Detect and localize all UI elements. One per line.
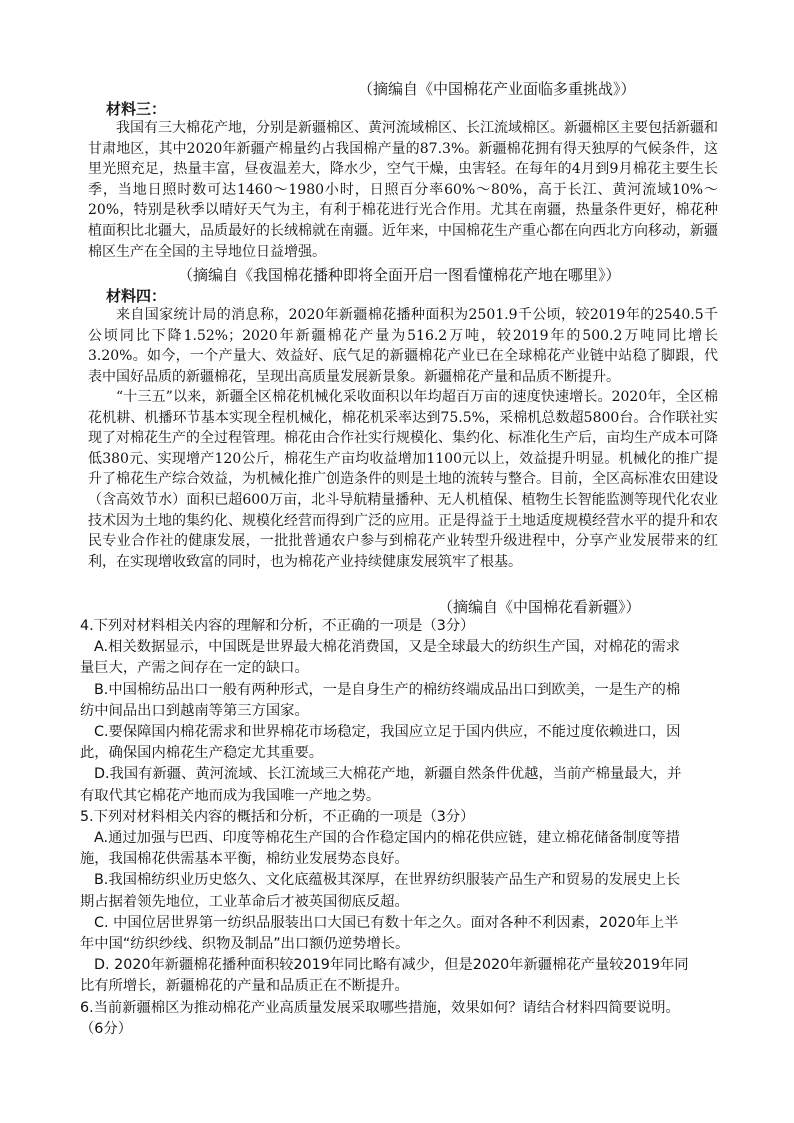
- material4-source: （摘编自《中国棉花看新疆》）: [438, 598, 641, 616]
- question-6-points: （6分）: [80, 1020, 132, 1037]
- option-line: 有取代其它棉花产地而成为我国唯一产地之势。: [80, 787, 381, 804]
- option-line: 量巨大，产需之间存在一定的缺口。: [80, 660, 309, 677]
- question-4-option-b: [80, 680, 724, 722]
- option-line: A.通过加强与巴西、印度等棉花生产国的合作稳定国内的棉花供应链，建立棉花储备制度等措: [94, 830, 680, 847]
- question-5-option-b: [80, 870, 724, 912]
- option-line: 期占据着领先地位，工业革命后才被英国彻底反超。: [80, 893, 409, 910]
- question-6-stem: 6.当前新疆棉区为推动棉花产业高质量发展采取哪些措施，效果如何？请结合材料四简要说明。: [80, 999, 680, 1016]
- material4-paragraph-1: 来自国家统计局的消息称，2020年新疆棉花播种面积为2501.9千公顷，较2019年的2540.5千公顷同比下降1.52%；2020年新疆棉花产量为516.2万吨，较2019年的500.2万吨同比增长3.20%。如今，一个产量大、效益好、底气足的新疆棉花产业已在全球棉花产业链中站稳了脚跟，代表中国好品质的新疆棉花，呈现出高质量发展新景象。新疆棉花产量和品质不断提升。: [88, 307, 718, 385]
- material3-source: （摘编自《我国棉花播种即将全面开启一图看懂棉花产地在哪里》）: [178, 266, 621, 284]
- option-line: 纺中间品出口到越南等第三方国家。: [80, 702, 309, 719]
- option-line: B.中国棉纺品出口一般有两种形式，一是自身生产的棉纺终端成品出口到欧美，一是生产的棉: [94, 681, 681, 698]
- question-5-stem: 5.下列对材料相关内容的概括和分析，不正确的一项是（3分）: [80, 808, 475, 825]
- option-line: C.要保障国内棉花需求和世界棉花市场稳定，我国应立足于国内供应，不能过度依赖进口，因: [94, 724, 681, 741]
- question-5-option-a: [80, 828, 724, 870]
- questions-block: [80, 616, 724, 1040]
- question-4-option-d: [80, 764, 724, 806]
- material4-paragraph-2: “十三五”以来，新疆全区棉花机械化采收面积以年均超百万亩的速度快速增长。2020年，全区棉花机耕、机播环节基本实现全程机械化，棉花机采率达到75.5%，采棉机总数超5800台。合作联社实现了对棉花生产的全过程管理。棉花由合作社实行规模化、集约化、标准化生产后，亩均生产成本可降低380元、实现增产120公斤，棉花生产亩均收益增加1100元以上，效益提升明显。机械化的推广提升了棉花生产综合效益，为机械化推广创造条件的则是土地的流转与整合。目前，全区高标准农田建设（含高效节水）面积已超600万亩，北斗导航精量播种、无人机植保、植物生长智能监测等现代化农业技术因为土地的集约化、规模化经营而得到广泛的应用。正是得益于土地适度规模经营水平的提升和农民专业合作社的健康发展，一批批普通农户参与到棉花产业转型升级进程中，分享产业发展带来的红利，在实现增收致富的同时，也为棉花产业持续健康发展筑牢了根基。: [88, 389, 718, 570]
- option-line: 年中国“纺织纱线、织物及制品”出口额仍逆势增长。: [80, 936, 410, 953]
- option-line: D. 2020年新疆棉花播种面积较2019年同比略有减少，但是2020年新疆棉花产量较2019年同: [94, 957, 689, 974]
- option-line: A.相关数据显示，中国既是世界最大棉花消费国，又是全球最大的纺织生产国，对棉花的需求: [94, 639, 680, 656]
- material4-heading: 材料四：: [106, 287, 167, 305]
- source-citation-1: （摘编自《中国棉花产业面临多重挑战》）: [358, 80, 636, 98]
- question-5-option-d: [80, 955, 724, 997]
- option-line: D.我国有新疆、黄河流域、长江流域三大棉花产地，新疆自然条件优越，当前产棉量最大，并: [94, 766, 682, 783]
- material3-body: 我国有三大棉花产地，分别是新疆棉区、黄河流域棉区、长江流域棉区。新疆棉区主要包括新疆和甘肃地区，其中2020年新疆产棉量约占我国棉产量的87.3%。新疆棉花拥有得天独厚的气候条件，这里光照充足，热量丰富，昼夜温差大，降水少，空气干燥，虫害轻。在每年的4月到9月棉花主要生长季，当地日照时数可达1460～1980小时，日照百分率60%～80%，高于长江、黄河流域10%～20%，特别是秋季以晴好天气为主，有利于棉花进行光合作用。尤其在南疆，热量条件更好，棉花种植面积比北疆大，品质最好的长绒棉就在南疆。近年来，中国棉花生产重心都在向西北方向移动，新疆棉区生产在全国的主导地位日益增强。: [88, 120, 718, 260]
- question-4-option-c: [80, 722, 724, 764]
- option-line: C. 中国位居世界第一纺织品服装出口大国已有数十年之久。面对各种不利因素，2020年上半: [94, 914, 679, 931]
- option-line: B.我国棉纺织业历史悠久、文化底蕴极其深厚，在世界纺织服装产品生产和贸易的发展史上长: [94, 872, 681, 889]
- question-4-stem: 4.下列对材料相关内容的理解和分析，不正确的一项是（3分）: [80, 618, 475, 634]
- option-line: 比有所增长，新疆棉花的产量和品质正在不断提升。: [80, 978, 409, 995]
- material3-heading: 材料三：: [106, 100, 167, 118]
- option-line: 施，我国棉花供需基本平衡，棉纺业发展势态良好。: [80, 851, 409, 868]
- question-4-option-a: [80, 637, 724, 679]
- question-5-option-c: [80, 913, 724, 955]
- option-line: 此，确保国内棉花生产稳定尤其重要。: [80, 745, 324, 762]
